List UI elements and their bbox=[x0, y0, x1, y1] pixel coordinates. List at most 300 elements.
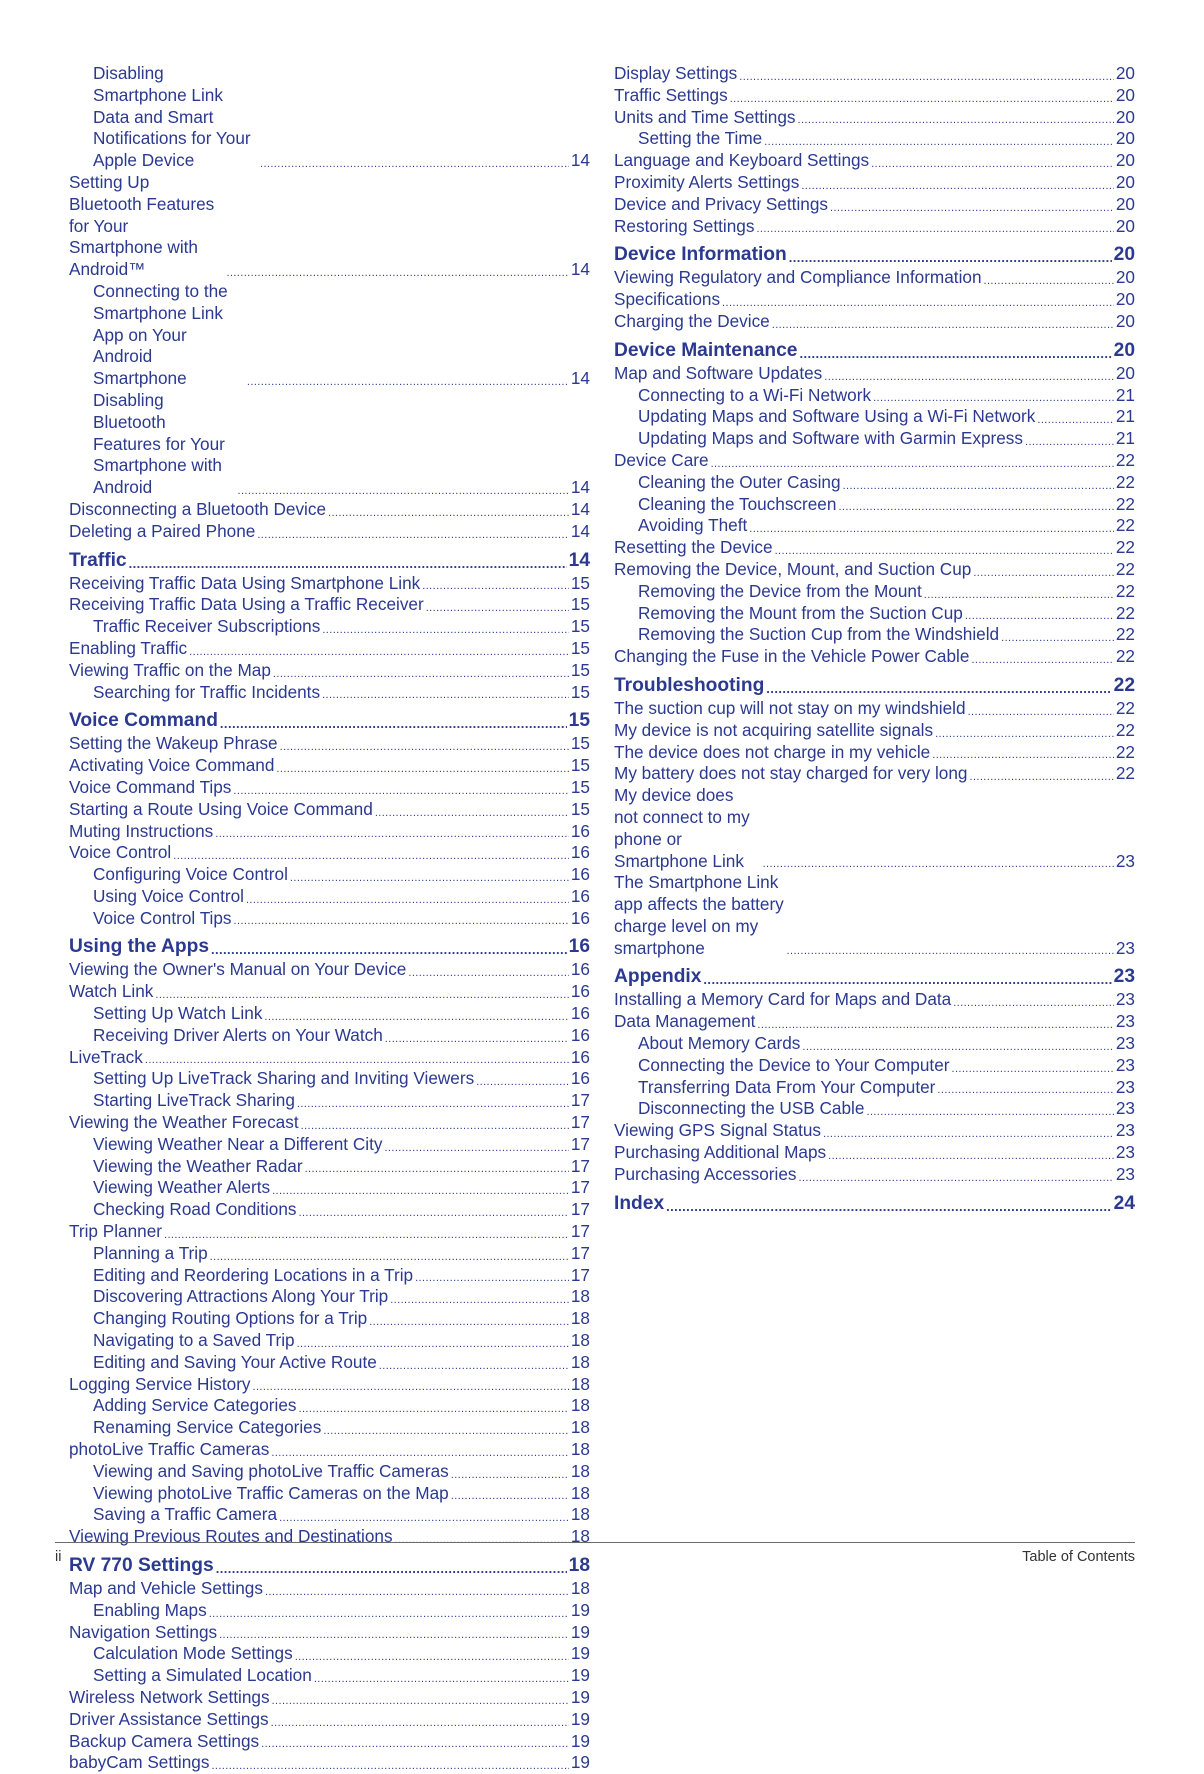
dot-leader bbox=[799, 345, 1111, 363]
toc-entry[interactable] bbox=[614, 1033, 1135, 1055]
dot-leader bbox=[257, 527, 569, 543]
toc-left-column bbox=[69, 63, 590, 1774]
dot-leader bbox=[164, 1227, 569, 1243]
toc-page-number: 22 bbox=[1115, 537, 1135, 558]
toc-page-number: 14 bbox=[570, 477, 590, 498]
toc-entry-title: LiveTrack bbox=[69, 1046, 143, 1067]
dot-leader bbox=[384, 1140, 568, 1156]
toc-entry-title: Planning a Trip bbox=[93, 1242, 208, 1263]
dot-leader bbox=[209, 1606, 569, 1622]
toc-page-number: 22 bbox=[1115, 558, 1135, 579]
dot-leader bbox=[210, 1249, 569, 1265]
dot-leader bbox=[280, 739, 569, 755]
toc-page-number: 16 bbox=[570, 907, 590, 928]
toc-entry-title: Checking Road Conditions bbox=[93, 1199, 297, 1220]
dot-leader bbox=[271, 1715, 569, 1731]
dot-leader bbox=[476, 1074, 569, 1090]
toc-page-number: 14 bbox=[570, 520, 590, 541]
dot-leader bbox=[295, 1649, 569, 1665]
toc-entry-title: Viewing the Weather Radar bbox=[93, 1155, 303, 1176]
toc-entry[interactable] bbox=[614, 267, 1135, 289]
toc-entry-title: Connecting to a Wi-Fi Network bbox=[638, 384, 872, 405]
toc-entry[interactable] bbox=[614, 624, 1135, 646]
toc-page-number: 16 bbox=[570, 820, 590, 841]
toc-entry-title: Device Information bbox=[614, 244, 787, 266]
toc-entry[interactable] bbox=[69, 733, 590, 755]
dot-leader bbox=[703, 971, 1111, 989]
dot-leader bbox=[279, 1510, 569, 1526]
dot-leader bbox=[764, 134, 1114, 150]
toc-entry[interactable] bbox=[614, 363, 1135, 385]
toc-entry-title: Language and Keyboard Settings bbox=[614, 150, 870, 171]
toc-entry-title: Removing the Suction Cup from the Windshield bbox=[638, 624, 1000, 645]
toc-entry[interactable] bbox=[69, 1068, 590, 1090]
dot-leader bbox=[756, 221, 1113, 237]
toc-page-number: 21 bbox=[1115, 384, 1135, 405]
toc-entry-title: Logging Service History bbox=[69, 1373, 251, 1394]
toc-entry[interactable] bbox=[69, 1709, 590, 1731]
dot-leader bbox=[984, 273, 1114, 289]
toc-entry[interactable] bbox=[69, 1243, 590, 1265]
toc-entry-title: Index bbox=[614, 1192, 665, 1214]
toc-entry[interactable] bbox=[69, 1352, 590, 1374]
toc-entry-title: Viewing Regulatory and Compliance Information bbox=[614, 267, 982, 288]
toc-entry[interactable] bbox=[614, 559, 1135, 581]
toc-entry-title: Wireless Network Settings bbox=[69, 1686, 270, 1707]
toc-entry[interactable] bbox=[69, 1330, 590, 1352]
dot-leader bbox=[375, 805, 569, 821]
toc-page-number: 24 bbox=[1113, 1192, 1135, 1214]
toc-entry[interactable] bbox=[69, 1265, 590, 1287]
dot-leader bbox=[290, 870, 569, 886]
toc-entry[interactable] bbox=[614, 515, 1135, 537]
dot-leader bbox=[272, 1183, 569, 1199]
toc-page-number: 16 bbox=[570, 1068, 590, 1089]
toc-entry-title: Using Voice Control bbox=[93, 885, 244, 906]
toc-entry[interactable] bbox=[69, 908, 590, 930]
toc-entry[interactable] bbox=[69, 1003, 590, 1025]
toc-entry-title: Editing and Saving Your Active Route bbox=[93, 1351, 377, 1372]
toc-page-number: 20 bbox=[1113, 244, 1135, 266]
dot-leader bbox=[314, 1671, 569, 1687]
toc-page-number: 15 bbox=[570, 616, 590, 637]
dot-leader bbox=[233, 783, 568, 799]
toc-entry-title: Editing and Reordering Locations in a Trip bbox=[93, 1264, 414, 1285]
toc-page-number: 23 bbox=[1115, 850, 1135, 871]
toc-entry-title: Adding Service Categories bbox=[93, 1395, 297, 1416]
toc-section-heading[interactable] bbox=[69, 935, 590, 959]
toc-page-number: 22 bbox=[1113, 674, 1135, 696]
dot-leader bbox=[426, 600, 569, 616]
toc-entry[interactable] bbox=[69, 981, 590, 1003]
dot-leader bbox=[220, 715, 567, 733]
toc-entry[interactable] bbox=[69, 499, 590, 521]
dot-leader bbox=[971, 652, 1113, 668]
toc-entry[interactable] bbox=[69, 1578, 590, 1600]
dot-leader bbox=[211, 1758, 568, 1774]
dot-leader bbox=[824, 369, 1114, 385]
toc-entry[interactable] bbox=[69, 63, 590, 172]
dot-leader bbox=[1025, 434, 1114, 450]
toc-entry[interactable] bbox=[614, 1077, 1135, 1099]
dot-leader bbox=[1037, 412, 1113, 428]
toc-entry-title: Configuring Voice Control bbox=[93, 864, 288, 885]
dot-leader bbox=[873, 390, 1114, 406]
toc-entry[interactable] bbox=[69, 390, 590, 499]
toc-entry-title: Receiving Driver Alerts on Your Watch bbox=[93, 1024, 383, 1045]
toc-page-number: 22 bbox=[1115, 624, 1135, 645]
toc-entry-title: Charging the Device bbox=[614, 310, 770, 331]
dot-leader bbox=[246, 892, 569, 908]
toc-page-number: 23 bbox=[1113, 966, 1135, 988]
dot-leader bbox=[299, 1205, 569, 1221]
toc-entry[interactable] bbox=[614, 720, 1135, 742]
toc-entry[interactable] bbox=[69, 1752, 590, 1774]
toc-entry[interactable] bbox=[614, 472, 1135, 494]
toc-entry[interactable] bbox=[69, 821, 590, 843]
toc-entry[interactable] bbox=[614, 1011, 1135, 1033]
toc-entry[interactable] bbox=[69, 1308, 590, 1330]
dot-leader bbox=[763, 856, 1114, 872]
toc-entry-title: Voice Control Tips bbox=[93, 907, 232, 928]
toc-page-number: 23 bbox=[1115, 1054, 1135, 1075]
toc-entry[interactable] bbox=[69, 1177, 590, 1199]
toc-entry-title: Disabling Smartphone Link Data and Smart Notifications for Your Apple Device bbox=[93, 63, 251, 171]
toc-entry[interactable] bbox=[69, 521, 590, 543]
dot-leader bbox=[305, 1161, 569, 1177]
dot-leader bbox=[247, 374, 569, 390]
toc-section-heading[interactable] bbox=[614, 674, 1135, 698]
toc-page-number: 15 bbox=[570, 572, 590, 593]
dot-leader bbox=[276, 761, 568, 777]
toc-entry-title: The Smartphone Link app affects the battery charge level on my smartphone bbox=[614, 872, 784, 958]
toc-page-number: 23 bbox=[1115, 989, 1135, 1010]
toc-entry[interactable] bbox=[69, 1199, 590, 1221]
toc-entry-title: Starting LiveTrack Sharing bbox=[93, 1090, 295, 1111]
toc-entry-title: Specifications bbox=[614, 289, 721, 310]
toc-page-number: 16 bbox=[570, 959, 590, 980]
toc-entry[interactable] bbox=[69, 886, 590, 908]
toc-section-heading[interactable] bbox=[69, 549, 590, 573]
toc-entry[interactable] bbox=[614, 194, 1135, 216]
toc-page-number: 17 bbox=[570, 1133, 590, 1154]
toc-page-number: 18 bbox=[570, 1330, 590, 1351]
toc-entry[interactable] bbox=[614, 872, 1135, 959]
toc-entry[interactable] bbox=[614, 742, 1135, 764]
toc-page-number: 22 bbox=[1115, 515, 1135, 536]
toc-entry[interactable] bbox=[69, 660, 590, 682]
dot-leader bbox=[379, 1358, 569, 1374]
toc-entry[interactable] bbox=[69, 1395, 590, 1417]
toc-entry[interactable] bbox=[69, 755, 590, 777]
toc-entry-title: Discovering Attractions Along Your Trip bbox=[93, 1286, 389, 1307]
toc-entry-title: Restoring Settings bbox=[614, 215, 755, 236]
toc-entry[interactable] bbox=[69, 1047, 590, 1069]
dot-leader bbox=[408, 965, 569, 981]
toc-page-number: 22 bbox=[1115, 697, 1135, 718]
toc-entry[interactable] bbox=[69, 1461, 590, 1483]
toc-entry-title: photoLive Traffic Cameras bbox=[69, 1439, 270, 1460]
toc-page-number: 14 bbox=[570, 498, 590, 519]
toc-entry[interactable] bbox=[69, 1134, 590, 1156]
toc-entry-title: Voice Control bbox=[69, 842, 172, 863]
dot-leader bbox=[301, 1118, 569, 1134]
toc-entry-title: RV 770 Settings bbox=[69, 1555, 214, 1576]
toc-entry[interactable] bbox=[69, 842, 590, 864]
footer-page-number: ii bbox=[55, 1549, 62, 1565]
toc-page-number: 15 bbox=[570, 637, 590, 658]
toc-page-number: 19 bbox=[570, 1599, 590, 1620]
toc-entry[interactable] bbox=[69, 1417, 590, 1439]
dot-leader bbox=[173, 848, 569, 864]
toc-entry-title: Setting Up Watch Link bbox=[93, 1003, 263, 1024]
toc-entry-title: Backup Camera Settings bbox=[69, 1730, 260, 1751]
toc-page-number: 18 bbox=[570, 1308, 590, 1329]
toc-entry[interactable] bbox=[614, 494, 1135, 516]
dot-leader bbox=[838, 499, 1113, 515]
dot-leader bbox=[843, 478, 1114, 494]
toc-entry[interactable] bbox=[614, 450, 1135, 472]
toc-entry-title: Navigating to a Saved Trip bbox=[93, 1330, 295, 1351]
toc-entry[interactable] bbox=[69, 1600, 590, 1622]
dot-leader bbox=[935, 726, 1114, 742]
toc-page-number: 18 bbox=[570, 1373, 590, 1394]
toc-page-number: 14 bbox=[570, 150, 590, 171]
toc-entry[interactable] bbox=[614, 763, 1135, 785]
toc-page-number: 16 bbox=[570, 885, 590, 906]
toc-page-number: 18 bbox=[570, 1351, 590, 1372]
toc-entry-title: Viewing the Weather Forecast bbox=[69, 1112, 299, 1133]
toc-entry[interactable] bbox=[614, 989, 1135, 1011]
dot-leader bbox=[871, 156, 1114, 172]
toc-entry[interactable] bbox=[69, 1374, 590, 1396]
toc-page-number: 20 bbox=[1115, 171, 1135, 192]
toc-page-number: 16 bbox=[568, 936, 590, 958]
toc-entry-title: Calculation Mode Settings bbox=[93, 1643, 293, 1664]
dot-leader bbox=[802, 1039, 1113, 1055]
toc-entry[interactable] bbox=[69, 1025, 590, 1047]
dot-leader bbox=[951, 1061, 1113, 1077]
toc-entry[interactable] bbox=[614, 150, 1135, 172]
toc-entry[interactable] bbox=[614, 581, 1135, 603]
toc-entry[interactable] bbox=[614, 85, 1135, 107]
toc-page-number: 22 bbox=[1115, 646, 1135, 667]
toc-entry-title: Connecting the Device to Your Computer bbox=[638, 1054, 950, 1075]
toc-entry[interactable] bbox=[69, 1112, 590, 1134]
toc-entry[interactable] bbox=[69, 1439, 590, 1461]
toc-entry-title: Starting a Route Using Voice Command bbox=[69, 798, 373, 819]
toc-page-number: 18 bbox=[570, 1395, 590, 1416]
toc-entry[interactable] bbox=[69, 573, 590, 595]
toc-page-number: 16 bbox=[570, 1046, 590, 1067]
toc-entry[interactable] bbox=[69, 1665, 590, 1687]
dot-leader bbox=[211, 941, 567, 959]
toc-page-number: 23 bbox=[1115, 1163, 1135, 1184]
toc-entry-title: Searching for Traffic Incidents bbox=[93, 681, 321, 702]
dot-leader bbox=[369, 1314, 569, 1330]
toc-page-number: 18 bbox=[570, 1526, 590, 1547]
toc-entry-title: Purchasing Accessories bbox=[614, 1163, 797, 1184]
toc-entry-title: Trip Planner bbox=[69, 1221, 162, 1242]
toc-page-number: 20 bbox=[1113, 339, 1135, 361]
toc-entry[interactable] bbox=[614, 1055, 1135, 1077]
toc-entry[interactable] bbox=[69, 777, 590, 799]
toc-page-number: 20 bbox=[1115, 63, 1135, 83]
toc-entry[interactable] bbox=[69, 172, 590, 281]
toc-page-number: 20 bbox=[1115, 289, 1135, 310]
toc-entry[interactable] bbox=[614, 385, 1135, 407]
toc-entry[interactable] bbox=[614, 428, 1135, 450]
dot-leader bbox=[775, 543, 1114, 559]
toc-entry[interactable] bbox=[69, 594, 590, 616]
toc-entry[interactable] bbox=[614, 1120, 1135, 1142]
dot-leader bbox=[260, 156, 569, 172]
toc-entry-title: Removing the Mount from the Suction Cup bbox=[638, 602, 963, 623]
dot-leader bbox=[390, 1292, 569, 1308]
toc-entry[interactable] bbox=[614, 1142, 1135, 1164]
toc-entry-title: Disconnecting the USB Cable bbox=[638, 1098, 865, 1119]
toc-entry[interactable] bbox=[614, 406, 1135, 428]
toc-entry[interactable] bbox=[69, 1622, 590, 1644]
toc-entry[interactable] bbox=[614, 172, 1135, 194]
toc-entry-title: Updating Maps and Software with Garmin Express bbox=[638, 428, 1023, 449]
toc-entry[interactable] bbox=[614, 698, 1135, 720]
dot-leader bbox=[730, 91, 1114, 107]
toc-section-heading[interactable] bbox=[614, 243, 1135, 267]
toc-entry[interactable] bbox=[69, 616, 590, 638]
toc-entry[interactable] bbox=[614, 1098, 1135, 1120]
toc-page-number: 23 bbox=[1115, 1098, 1135, 1119]
toc-page-number: 17 bbox=[570, 1112, 590, 1133]
dot-leader bbox=[757, 1017, 1113, 1033]
toc-page-number: 20 bbox=[1115, 150, 1135, 171]
toc-entry[interactable] bbox=[614, 785, 1135, 872]
toc-entry[interactable] bbox=[69, 281, 590, 390]
toc-entry[interactable] bbox=[614, 107, 1135, 129]
dot-leader bbox=[219, 1627, 569, 1643]
toc-entry[interactable] bbox=[614, 289, 1135, 311]
toc-entry[interactable] bbox=[614, 63, 1135, 85]
dot-leader bbox=[129, 555, 567, 573]
toc-entry-title: Traffic bbox=[69, 549, 127, 571]
toc-entry[interactable] bbox=[69, 1643, 590, 1665]
toc-entry[interactable] bbox=[69, 1286, 590, 1308]
toc-entry-title: Setting Up LiveTrack Sharing and Inviting Viewers bbox=[93, 1068, 475, 1089]
toc-entry[interactable] bbox=[614, 311, 1135, 333]
toc-page-number: 17 bbox=[570, 1155, 590, 1176]
toc-page-number: 22 bbox=[1115, 602, 1135, 623]
toc-entry-title: My battery does not stay charged for very long bbox=[614, 763, 968, 784]
dot-leader bbox=[965, 608, 1114, 624]
dot-leader bbox=[801, 178, 1114, 194]
toc-entry[interactable] bbox=[69, 1090, 590, 1112]
dot-leader bbox=[772, 317, 1114, 333]
toc-entry[interactable] bbox=[69, 864, 590, 886]
toc-entry-title: Driver Assistance Settings bbox=[69, 1708, 269, 1729]
toc-page-number: 20 bbox=[1115, 267, 1135, 288]
toc-entry[interactable] bbox=[69, 1504, 590, 1526]
toc-section-heading[interactable] bbox=[614, 1192, 1135, 1216]
toc-entry-title: Display Settings bbox=[614, 63, 738, 83]
dot-leader bbox=[932, 747, 1114, 763]
toc-page-number: 15 bbox=[568, 710, 590, 732]
toc-entry-title: Changing the Fuse in the Vehicle Power Cable bbox=[614, 646, 970, 667]
toc-entry-title: babyCam Settings bbox=[69, 1752, 210, 1773]
toc-entry[interactable] bbox=[614, 646, 1135, 668]
toc-page-number: 14 bbox=[570, 259, 590, 280]
dot-leader bbox=[215, 826, 569, 842]
toc-entry[interactable] bbox=[69, 682, 590, 704]
dot-leader bbox=[789, 249, 1112, 267]
toc-entry[interactable] bbox=[614, 603, 1135, 625]
toc-entry[interactable] bbox=[614, 1164, 1135, 1186]
toc-section-heading[interactable] bbox=[614, 339, 1135, 363]
toc-entry[interactable] bbox=[69, 799, 590, 821]
toc-entry-title: Viewing and Saving photoLive Traffic Cameras bbox=[93, 1460, 449, 1481]
dot-leader bbox=[749, 521, 1114, 537]
toc-section-heading[interactable] bbox=[69, 709, 590, 733]
toc-page-number: 20 bbox=[1115, 106, 1135, 127]
toc-entry[interactable] bbox=[69, 1687, 590, 1709]
toc-entry-title: Using the Apps bbox=[69, 936, 209, 958]
toc-page-number: 19 bbox=[570, 1665, 590, 1686]
dot-leader bbox=[937, 1082, 1113, 1098]
toc-entry[interactable] bbox=[69, 959, 590, 981]
toc-page-number: 14 bbox=[568, 549, 590, 571]
toc-entry[interactable] bbox=[69, 1221, 590, 1243]
toc-entry-title: Viewing photoLive Traffic Cameras on the Map bbox=[93, 1482, 449, 1503]
dot-leader bbox=[711, 456, 1114, 472]
toc-entry-title: Setting a Simulated Location bbox=[93, 1665, 312, 1686]
toc-entry[interactable] bbox=[614, 537, 1135, 559]
toc-entry[interactable] bbox=[69, 1526, 590, 1548]
toc-page-number: 15 bbox=[570, 755, 590, 776]
dot-leader bbox=[766, 680, 1111, 698]
toc-entry-title: The suction cup will not stay on my windshield bbox=[614, 697, 966, 718]
dot-leader bbox=[272, 1693, 569, 1709]
toc-entry-title: Transferring Data From Your Computer bbox=[638, 1076, 936, 1097]
toc-entry[interactable] bbox=[69, 638, 590, 660]
toc-section-heading[interactable] bbox=[69, 1554, 590, 1578]
toc-entry-title: Voice Command Tips bbox=[69, 776, 232, 797]
toc-page-number: 22 bbox=[1115, 719, 1135, 740]
toc-section-heading[interactable] bbox=[614, 965, 1135, 989]
toc-page-number: 22 bbox=[1115, 493, 1135, 514]
toc-entry-title: Avoiding Theft bbox=[638, 515, 748, 536]
toc-page-number: 18 bbox=[570, 1439, 590, 1460]
toc-entry[interactable] bbox=[69, 1156, 590, 1178]
dot-leader bbox=[787, 943, 1114, 959]
toc-entry-title: Receiving Traffic Data Using a Traffic Receiver bbox=[69, 594, 424, 615]
dot-leader bbox=[415, 1270, 569, 1286]
toc-entry-title: Viewing the Owner's Manual on Your Device bbox=[69, 959, 407, 980]
toc-page-number: 18 bbox=[568, 1555, 590, 1576]
toc-entry[interactable] bbox=[69, 1483, 590, 1505]
toc-page-number: 15 bbox=[570, 733, 590, 754]
toc-entry-title: Data Management bbox=[614, 1011, 756, 1032]
toc-entry-title: Cleaning the Touchscreen bbox=[638, 493, 837, 514]
toc-page-number: 22 bbox=[1115, 471, 1135, 492]
toc-entry-title: Troubleshooting bbox=[614, 674, 765, 696]
toc-entry[interactable] bbox=[69, 1731, 590, 1753]
toc-page-number: 21 bbox=[1115, 428, 1135, 449]
dot-leader bbox=[145, 1052, 569, 1068]
dot-leader bbox=[1001, 630, 1114, 646]
toc-entry[interactable] bbox=[614, 128, 1135, 150]
dot-leader bbox=[216, 1560, 567, 1578]
toc-entry[interactable] bbox=[614, 216, 1135, 238]
dot-leader bbox=[238, 483, 569, 499]
